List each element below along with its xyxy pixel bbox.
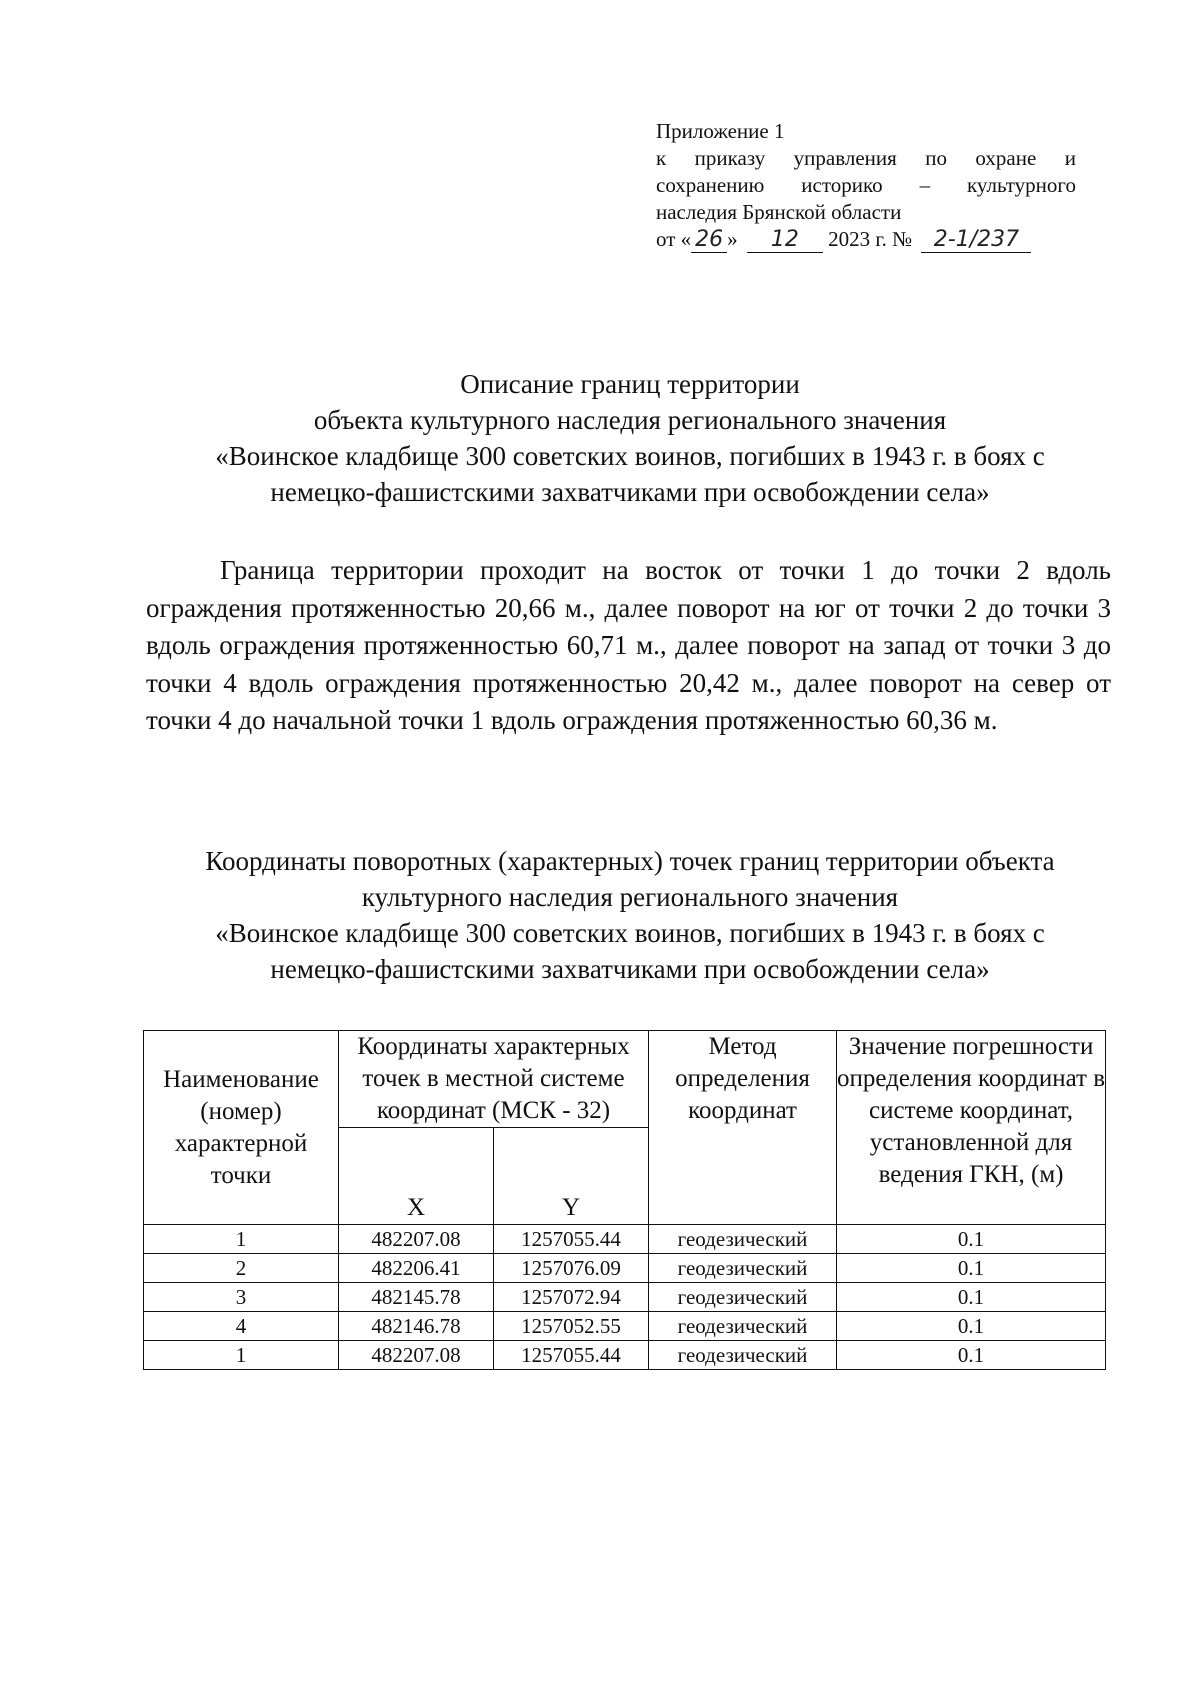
description-title-line: объекта культурного наследия регионального значения (313, 405, 947, 435)
appendix-header (656, 118, 1076, 253)
cell-error: 0.1 (837, 1283, 1106, 1312)
appendix-line-order: к приказу управления по охране и (656, 146, 1076, 170)
cell-y: 1257076.09 (494, 1254, 649, 1283)
header-coordinates: Координаты характерных точек в местной системе координат (МСК - 32) (339, 1031, 649, 1128)
cell-error: 0.1 (837, 1312, 1106, 1341)
appendix-date-line (656, 226, 1076, 253)
table-row (144, 1225, 1106, 1254)
cell-x: 482207.08 (339, 1225, 494, 1254)
cell-method: геодезический (649, 1341, 837, 1370)
cell-y: 1257052.55 (494, 1312, 649, 1341)
cell-method: геодезический (649, 1225, 837, 1254)
table-row (144, 1283, 1106, 1312)
cell-x: 482207.08 (339, 1341, 494, 1370)
boundary-description-paragraph: Граница территории проходит на восток от точки 1 до точки 2 вдоль ограждения протяженностью 20,66 м., далее поворот на юг от точки 2 до точки 3 вдоль ограждения протяженностью 60,71 м., далее поворот на запад от точки 3 до точки 4 вдоль ограждения протяженностью 20,42 м., далее поворот на север от точки 4 до начальной точки 1 вдоль ограждения протяженностью 60,36 м. (146, 555, 1111, 735)
description-title-line: Описание границ территории (460, 369, 800, 399)
description-title-line: «Воинское кладбище 300 советских воинов, погибших в 1943 г. в боях с (215, 441, 1045, 471)
cell-method: геодезический (649, 1254, 837, 1283)
coordinates-title-line: немецко-фашистскими захватчиками при освобождении села» (270, 954, 990, 984)
cell-error: 0.1 (837, 1341, 1106, 1370)
date-month-handwritten: 12 (747, 228, 823, 253)
cell-point: 4 (144, 1312, 339, 1341)
appendix-line-heritage: сохранению историко – культурного (656, 173, 1076, 197)
appendix-title: Приложение 1 (656, 119, 785, 143)
coordinates-title-line: Координаты поворотных (характерных) точек границ территории объекта (205, 846, 1055, 876)
date-year: 2023 г. № (828, 227, 913, 251)
cell-y: 1257055.44 (494, 1341, 649, 1370)
appendix-line-region: наследия Брянской области (656, 200, 902, 224)
cell-method: геодезический (649, 1312, 837, 1341)
description-title (140, 366, 1120, 510)
coordinates-title (140, 843, 1120, 987)
date-prefix: от « (656, 227, 692, 251)
cell-point: 2 (144, 1254, 339, 1283)
cell-error: 0.1 (837, 1225, 1106, 1254)
cell-point: 1 (144, 1225, 339, 1254)
cell-y: 1257072.94 (494, 1283, 649, 1312)
cell-x: 482145.78 (339, 1283, 494, 1312)
header-method: Метод определения координат (649, 1031, 837, 1225)
header-error: Значение погрешности определения координат в системе координат, установленной для ведения ГКН, (м) (837, 1031, 1106, 1225)
table-row (144, 1312, 1106, 1341)
cell-error: 0.1 (837, 1254, 1106, 1283)
coordinates-table (143, 1030, 1106, 1370)
coordinates-title-line: культурного наследия регионального значения (361, 882, 899, 912)
order-number-handwritten: 2-1/237 (921, 228, 1031, 253)
header-point-name: Наименование (номер) характерной точки (144, 1031, 339, 1225)
table-row (144, 1341, 1106, 1370)
date-day-handwritten: 26 (691, 228, 727, 253)
description-title-line: немецко-фашистскими захватчиками при освобождении села» (270, 477, 990, 507)
table-row (144, 1254, 1106, 1283)
date-day-close: » (727, 227, 738, 251)
table-header-row (144, 1031, 1106, 1128)
header-y: Y (494, 1128, 649, 1225)
cell-point: 1 (144, 1341, 339, 1370)
cell-method: геодезический (649, 1283, 837, 1312)
cell-x: 482146.78 (339, 1312, 494, 1341)
cell-x: 482206.41 (339, 1254, 494, 1283)
coordinates-title-line: «Воинское кладбище 300 советских воинов, погибших в 1943 г. в боях с (215, 918, 1045, 948)
header-x: X (339, 1128, 494, 1225)
cell-y: 1257055.44 (494, 1225, 649, 1254)
cell-point: 3 (144, 1283, 339, 1312)
